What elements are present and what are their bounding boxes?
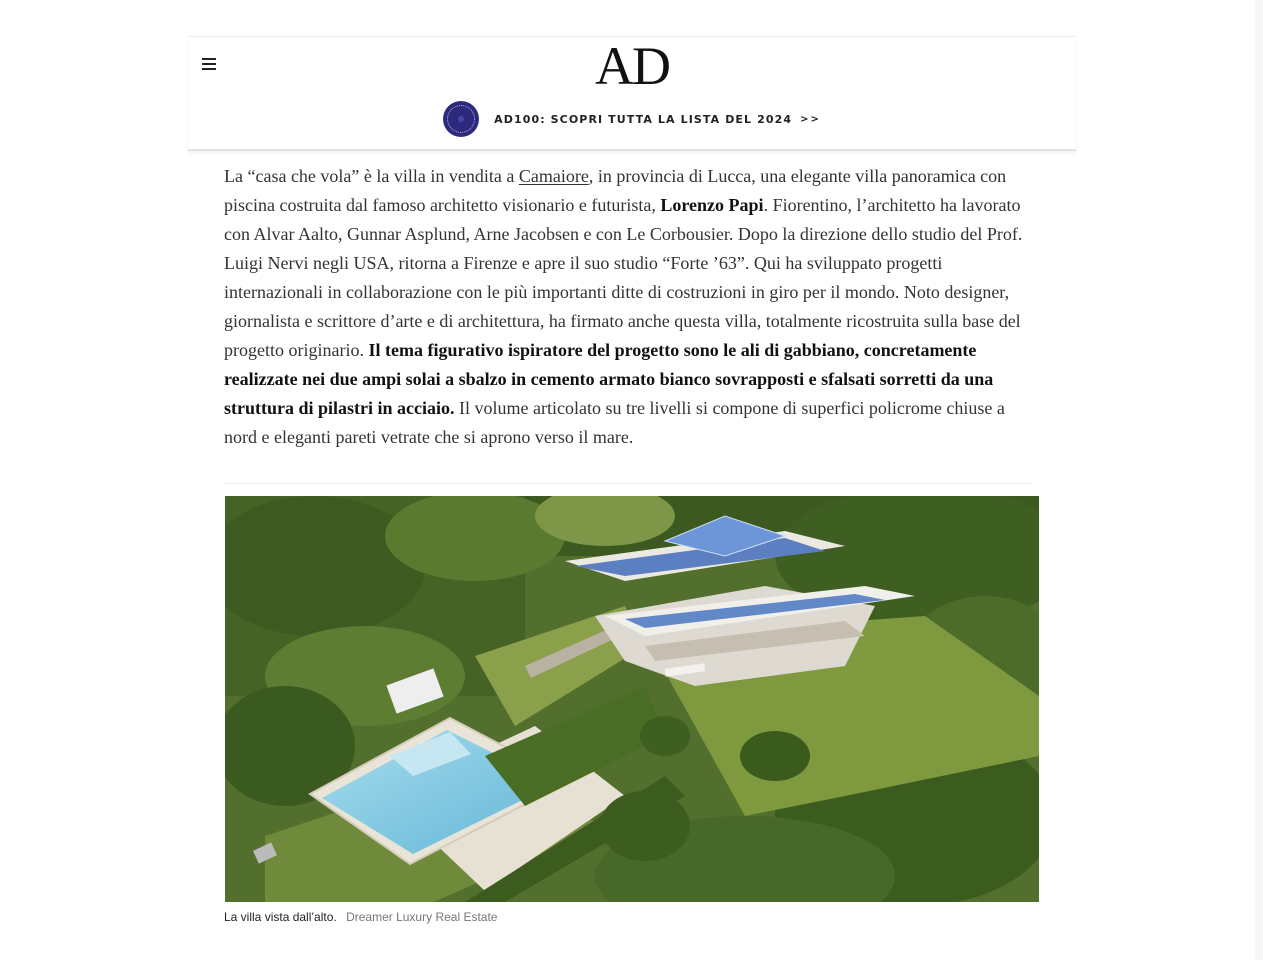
ad100-promo-link[interactable] <box>188 99 1076 139</box>
promo-text: AD100: SCOPRI TUTTA LA LISTA DEL 2024 <box>494 112 793 126</box>
double-chevron-right-icon: >> <box>800 113 821 125</box>
text-run: La “casa che vola” è la villa in vendita a <box>224 166 519 186</box>
camaiore-link[interactable]: Camaiore <box>518 166 589 186</box>
villa-aerial-photo <box>225 496 1039 902</box>
article-body <box>224 162 1042 452</box>
architect-name: Lorenzo Papi <box>660 195 764 215</box>
text-run: , in provincia di Lucca, una elegante villa panoramica con piscina costruita dal famoso architetto visionario e futurista, <box>224 166 1007 215</box>
text-run: Il volume articolato su tre livelli si compone di superfici policrome chiuse a nord e eleganti pareti vetrate che si aprono verso il mare. <box>224 398 1005 447</box>
site-header <box>188 36 1076 151</box>
site-logo[interactable]: AD <box>595 36 669 96</box>
page-edge <box>1255 0 1263 960</box>
divider <box>224 483 1032 484</box>
article-paragraph <box>224 162 1042 452</box>
design-theme-highlight: Il tema figurativo ispiratore del progetto sono le ali di gabbiano, concretamente realizzate nei due ampi solai a sbalzo in cemento armato bianco sovrapposti e sfalsati sorretti da una struttura di pilastri in acciaio. <box>224 340 994 418</box>
photo-credit: Dreamer Luxury Real Estate <box>346 910 498 924</box>
caption-text: La villa vista dall’alto. <box>224 910 337 924</box>
figure-caption <box>224 910 497 924</box>
ad100-badge-icon <box>443 101 479 137</box>
text-run: . Fiorentino, l’architetto ha lavorato con Alvar Aalto, Gunnar Asplund, Arne Jacobsen e con Le Corbousier. Dopo la direzione dello studio del Prof. Luigi Nervi negli USA, ritorna a Firenze e apre il suo studio “Forte ’63”. Qui ha sviluppato progetti internazionali in collaborazione con le più importanti ditte di costruzioni in giro per il mondo. Noto designer, giornalista e scrittore d’arte e di architettura, ha firmato anche questa villa, totalmente ricostruita sulla base del progetto originario. <box>224 195 1023 360</box>
